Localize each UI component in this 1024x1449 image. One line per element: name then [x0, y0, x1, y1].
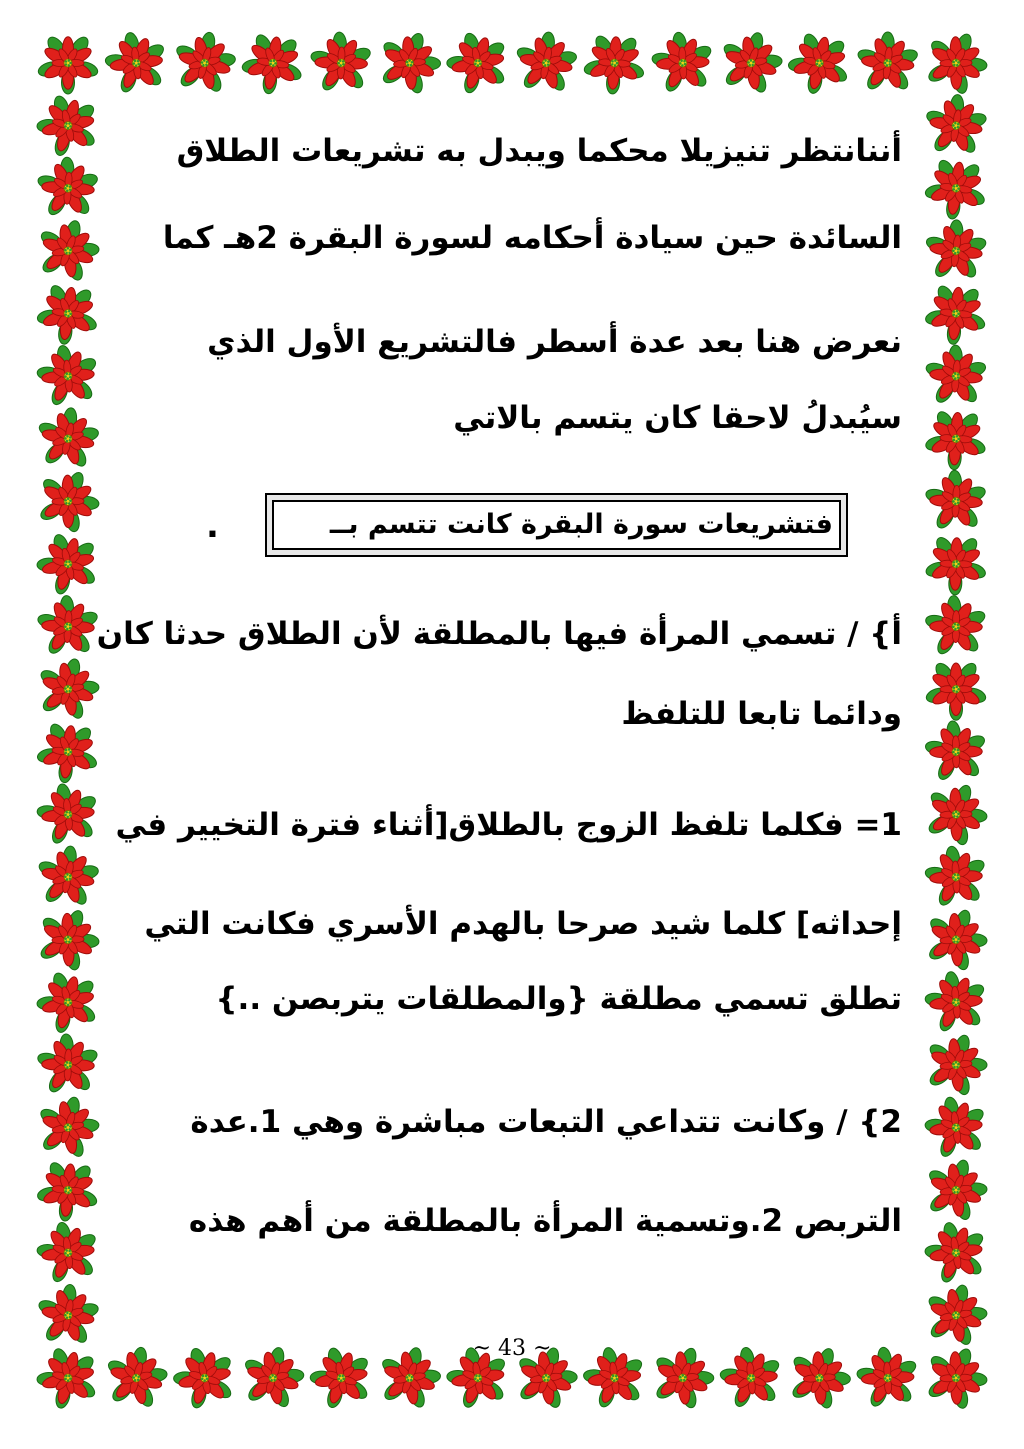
text-line-5: أ} / تسمي المرأة فيها بالمطلقة لأن الطلاق حدثا كان [96, 616, 902, 652]
poinsettia-icon [24, 835, 111, 922]
poinsettia-icon [641, 23, 724, 105]
poinsettia-icon [29, 89, 107, 165]
poinsettia-icon [912, 209, 998, 295]
poinsettia-icon [925, 660, 988, 720]
text-line-4: سيُبدلُ لاحقا كان يتسم بالاتي [453, 400, 902, 436]
poinsettia-icon [92, 1335, 179, 1422]
poinsettia-icon [502, 21, 589, 108]
poinsettia-icon [921, 281, 990, 347]
poinsettia-icon [581, 32, 648, 96]
poinsettia-icon [923, 534, 988, 596]
poinsettia-icon [29, 527, 106, 602]
poinsettia-icon [25, 459, 109, 544]
poinsettia-icon [27, 1214, 108, 1294]
poinsettia-icon [639, 1336, 724, 1422]
poinsettia-icon [26, 337, 108, 418]
heading-text: فتشريعات سورة البقرة كانت تتسم بــ [272, 500, 841, 550]
poinsettia-icon [913, 1336, 997, 1421]
poinsettia-icon [27, 775, 109, 855]
text-line-6: ودائما تابعا للتلفظ [621, 696, 902, 732]
poinsettia-icon [24, 396, 111, 483]
poinsettia-icon [846, 1338, 929, 1420]
poinsettia-icon [844, 21, 930, 106]
poinsettia-icon [160, 20, 247, 107]
poinsettia-icon [366, 1335, 452, 1422]
text-line-10: 2} / وكانت تتداعي التبعات مباشرة وهي 1.عدة [190, 1104, 902, 1140]
text-line-7: 1= فكلما تلفظ الزوج بالطلاق[أثناء فترة التخيير في [115, 807, 902, 843]
poinsettia-icon [913, 586, 998, 670]
poinsettia-icon [33, 1158, 102, 1224]
poinsettia-icon [922, 408, 989, 472]
poinsettia-icon [438, 26, 516, 102]
poinsettia-icon [913, 897, 998, 983]
poinsettia-icon [707, 20, 793, 107]
text-line-11: التربص 2.وتسمية المرأة بالمطلقة من أهم هذه [188, 1203, 902, 1239]
poinsettia-icon [912, 334, 998, 419]
poinsettia-icon [913, 460, 998, 545]
poinsettia-icon [24, 646, 110, 733]
poinsettia-icon [776, 1336, 861, 1422]
poinsettia-icon [914, 963, 996, 1044]
poinsettia-icon [301, 1340, 380, 1417]
poinsettia-icon [913, 711, 997, 794]
poinsettia-icon [237, 30, 309, 99]
poinsettia-icon [33, 280, 104, 348]
text-line-1: أننانتظر تنيزيلا محكما ويبدل به تشريعات الطلاق [176, 133, 902, 169]
poinsettia-icon [912, 1022, 997, 1108]
poinsettia-icon [914, 837, 997, 919]
poinsettia-icon [709, 1338, 791, 1419]
poinsettia-icon [25, 1024, 110, 1108]
poinsettia-icon [912, 1148, 998, 1235]
poinsettia-icon [782, 28, 857, 101]
poinsettia-icon [24, 1273, 111, 1359]
poinsettia-icon [30, 966, 106, 1040]
poinsettia-icon [25, 898, 109, 983]
poinsettia-icon [921, 155, 992, 223]
text-line-2: السائدة حين سيادة أحكامه لسورة البقرة 2هـ كما [162, 220, 902, 256]
poinsettia-icon [915, 1089, 996, 1169]
text-line-8: إحداثه] كلما شيد صرحا بالهدم الأسري فكانت التي [144, 906, 902, 942]
poinsettia-icon [912, 1273, 998, 1360]
poinsettia-icon [165, 1341, 243, 1417]
heading-dot: . [206, 506, 219, 546]
poinsettia-icon [573, 1339, 654, 1419]
poinsettia-icon [24, 1085, 111, 1172]
poinsettia-icon [298, 22, 383, 106]
poinsettia-icon [30, 1342, 106, 1416]
poinsettia-icon [24, 208, 110, 295]
poinsettia-icon [33, 719, 103, 786]
poinsettia-icon [366, 21, 451, 107]
page-number: ~ 43 ~ [472, 1336, 552, 1361]
poinsettia-icon [25, 147, 111, 232]
text-line-9: تطلق تسمي مطلقة {والمطلقات يتربصن ..} [215, 981, 902, 1017]
poinsettia-icon [95, 24, 176, 104]
poinsettia-icon [912, 83, 999, 169]
poinsettia-icon [229, 1335, 316, 1422]
heading-box [265, 493, 848, 557]
text-line-3: نعرض هنا بعد عدة أسطر فالتشريع الأول الذي [207, 324, 902, 360]
poinsettia-icon [913, 21, 997, 106]
poinsettia-icon [913, 772, 997, 857]
poinsettia-icon [37, 34, 100, 94]
poinsettia-icon [915, 1214, 995, 1292]
